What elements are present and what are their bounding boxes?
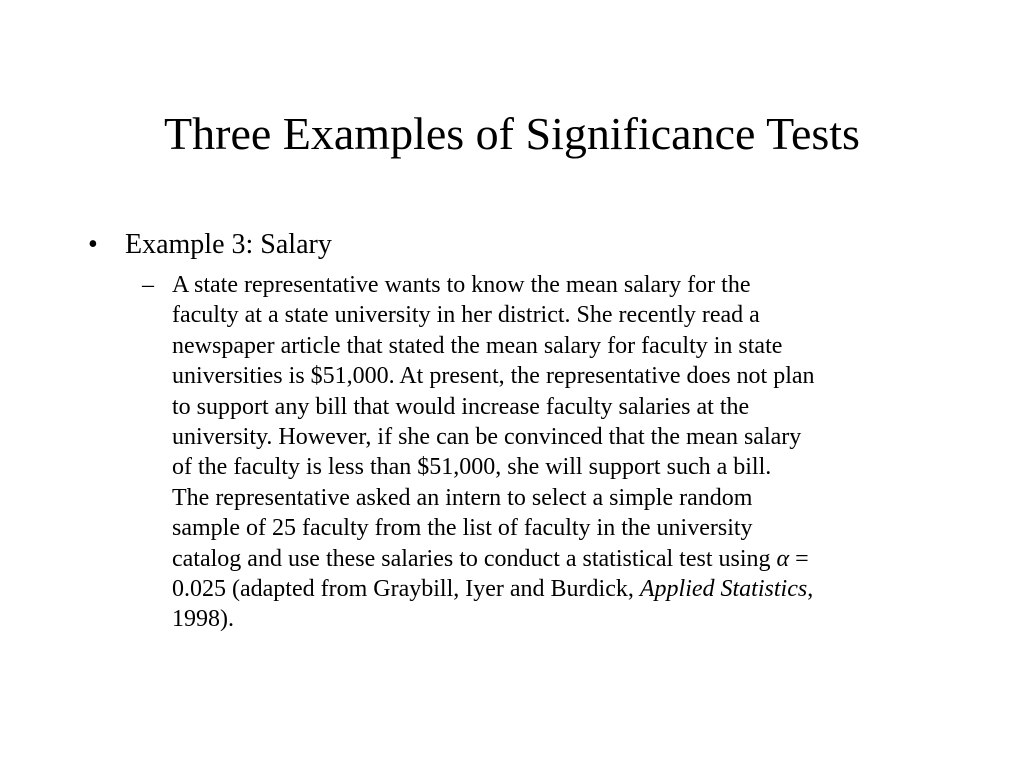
paragraph-line: The representative asked an intern to select a simple random [172, 484, 753, 511]
alpha-symbol: α [776, 545, 790, 572]
line-text: , [807, 576, 814, 603]
paragraph-line: of the faculty is less than $51,000, she will support such a bill. [172, 454, 772, 481]
line-text: catalog and use these salaries to conduct a statistical test using [172, 545, 777, 572]
paragraph-line: faculty at a state university in her district. She recently read a [172, 302, 760, 329]
bullet-item [88, 227, 332, 263]
bullet-marker: • [88, 229, 98, 260]
slide-title: Three Examples of Significance Tests [164, 108, 860, 159]
sub-bullet-paragraph [172, 270, 952, 635]
book-title: Applied Statistics [639, 576, 808, 603]
paragraph-line [172, 544, 952, 574]
paragraph-line: universities is $51,000. At present, the representative does not plan [172, 363, 815, 390]
paragraph-line [172, 574, 952, 604]
paragraph-line: to support any bill that would increase faculty salaries at the [172, 393, 750, 420]
paragraph-line: sample of 25 faculty from the list of faculty in the university [172, 515, 753, 542]
line-text: = [789, 545, 809, 572]
line-text: 0.025 (adapted from Graybill, Iyer and Burdick, [172, 576, 640, 603]
paragraph-line: 1998). [172, 606, 234, 633]
paragraph-line: university. However, if she can be convinced that the mean salary [172, 424, 802, 451]
bullet-text: Example 3: Salary [125, 229, 332, 260]
paragraph-line: A state representative wants to know the mean salary for the [172, 272, 751, 298]
paragraph-line: newspaper article that stated the mean salary for faculty in state [172, 332, 783, 359]
sub-bullet-marker: – [142, 272, 154, 298]
